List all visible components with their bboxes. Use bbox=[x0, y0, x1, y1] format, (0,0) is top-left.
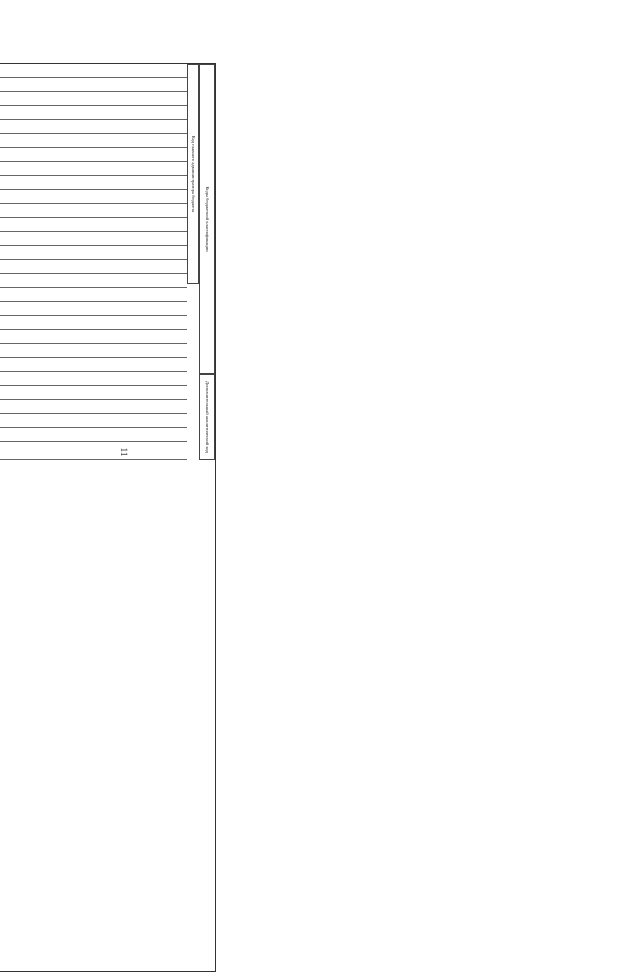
additional-code-header: Дополнительный аналитический код bbox=[199, 374, 215, 460]
budget-codes-header: Коды бюджетной классификации bbox=[199, 64, 215, 374]
page-number: 11 bbox=[119, 447, 129, 457]
admin-code-header: Код главного администратора бюджета bbox=[187, 64, 199, 284]
code-columns bbox=[0, 64, 187, 460]
budget-program-table bbox=[0, 63, 216, 972]
